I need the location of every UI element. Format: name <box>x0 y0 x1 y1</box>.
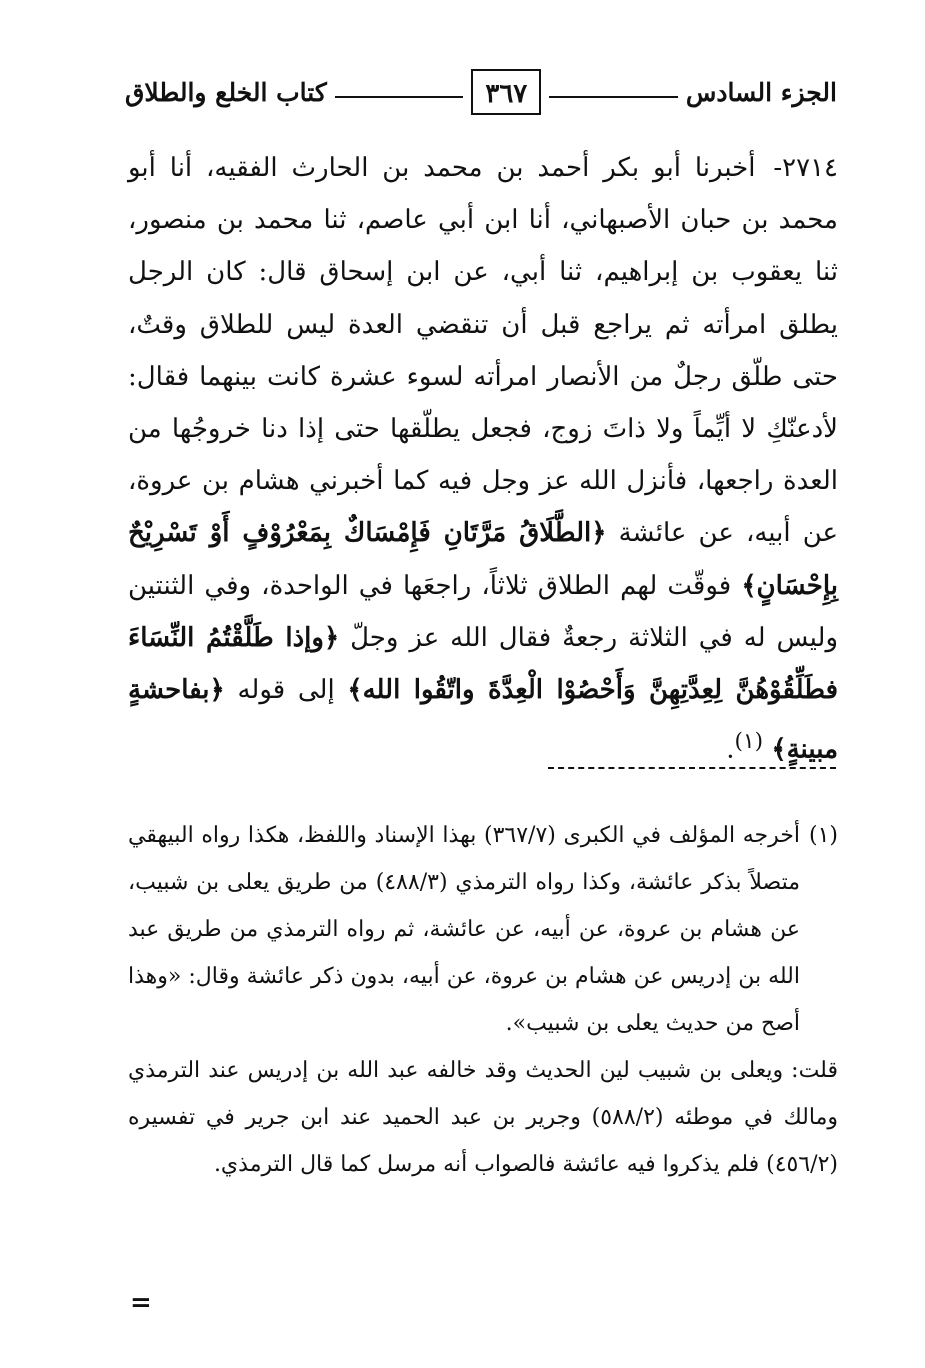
footnote-text: أخرجه المؤلف في الكبرى (٣٦٧/٧) بهذا الإسناد واللفظ، هكذا رواه البيهقي متصلاً بذكر عائشة، وكذا رواه الترمذي (٤٨٨/٣) من طريق يعلى بن شبيب، عن هشام بن عروة، عن أبيه، عن عائشة، ثم رواه الترمذي من طريق عبد الله بن إدريس عن هشام بن عروة، عن أبيه، بدون ذكر عائشة وقال: «وهذا أصح من حديث يعلى بن شبيب». <box>128 823 801 1036</box>
footnote-reference: (١) <box>734 729 764 755</box>
hadith-end-dot: . <box>726 734 735 765</box>
editor-comment: قلت: ويعلى بن شبيب لين الحديث وقد خالفه عبد الله بن إدريس عند الترمذي ومالك في موطئه (٥٨٨/٢) وجرير بن عبد الحميد عند ابن جرير في تفسيره (٤٥٦/٢) فلم يذكروا فيه عائشة فالصواب أنه مرسل كما قال الترمذي. <box>128 1058 838 1177</box>
hadith-paragraph <box>128 142 838 776</box>
header-rule-right <box>549 96 678 98</box>
quran-verse-2: ﴿وإذا طَلَّقْتُمُ النِّسَاءَ فطَلِّقُوْهُنَّ لِعِدَّتِهِنَّ وَأَحْصُوْا الْعِدَّةَ واتّقُوا الله﴾ <box>128 622 839 706</box>
hadith-text-1: أخبرنا أبو بكر أحمد بن محمد بن الحارث الفقيه، أنا أبو محمد بن حبان الأصبهاني، أنا ابن أبي عاصم، ثنا محمد بن منصور، ثنا يعقوب بن إبراهيم، ثنا أبي، عن ابن إسحاق قال: كان الرجل يطلق امرأته ثم يراجع قبل أن تنقضي العدة ليس للطلاق وقتٌ، حتى طلّق رجلٌ من الأنصار امرأته لسوء عشرة كانت بينهما فقال: لأدعنّكِ لا أيِّماً ولا ذاتَ زوج، فجعل يطلّقها حتى إذا دنا خروجُها من العدة راجعها، فأنزل الله عز وجل فيه كما أخبرني هشام بن عروة، عن أبيه، عن عائشة <box>128 153 838 549</box>
hadith-number: ٢٧١٤- <box>773 153 839 183</box>
page-header <box>125 62 837 122</box>
hadith-body <box>128 142 838 776</box>
page-end-mark: = <box>130 1288 152 1318</box>
hadith-text-3: إلى قوله <box>237 675 335 706</box>
footnote-mark: (١) <box>808 823 838 848</box>
header-part: الجزء السادس <box>685 77 837 107</box>
header-book-title: كتاب الخلع والطلاق <box>125 77 327 107</box>
quran-verse-3: ﴿بفاحشةٍ مبينةٍ﴾ <box>128 675 838 765</box>
hadith-text-2: فوقّت لهم الطلاق ثلاثاً، راجعَها في الواحدة، وفي الثنتين وليس له في الثلاثة رجعةٌ فقال الله عز وجلّ <box>128 570 839 653</box>
header-rule-left <box>335 96 464 98</box>
footnote-divider <box>548 767 836 769</box>
footnote-1 <box>128 812 838 1047</box>
footnotes <box>128 812 838 1188</box>
header-page-number: ٣٦٧ <box>471 69 541 115</box>
quran-verse-1: ﴿الطَّلَاقُ مَرَّتَانِ فَإِمْسَاكٌ بِمَعْرُوْفٍ أَوْ تَسْرِيْحٌ بِإِحْسَانٍ﴾ <box>128 518 838 601</box>
